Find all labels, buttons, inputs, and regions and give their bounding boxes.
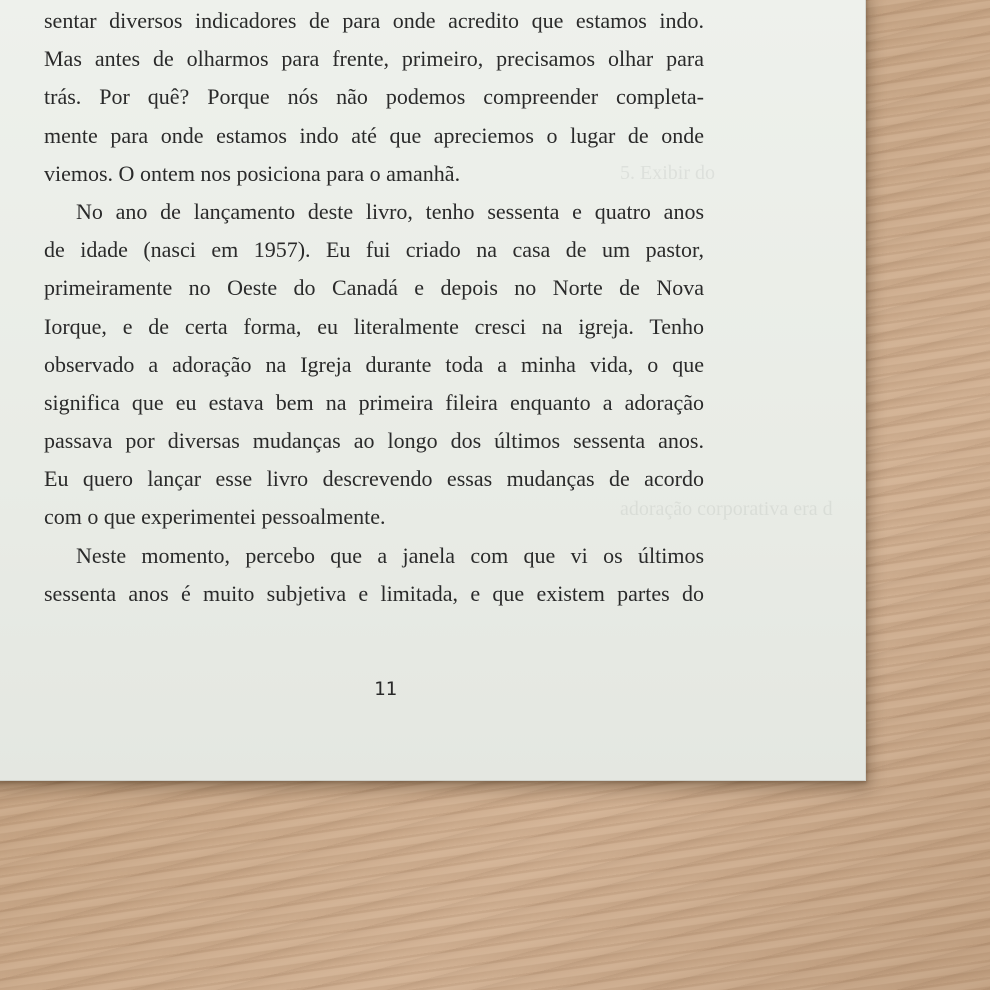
text-line: primeiramente no Oeste do Canadá e depois no Norte de Nova (44, 275, 704, 301)
text-line: viemos. O ontem nos posiciona para o amanhã. (44, 160, 461, 186)
text-line: passava por diversas mudanças ao longo dos últimos sessenta anos. (44, 428, 704, 454)
body-text (44, 2, 704, 613)
show-through-text: 5. Exibir do (620, 162, 715, 184)
text-line: mente para onde estamos indo até que apreciemos o lugar de onde (44, 122, 704, 148)
paragraph-1 (44, 2, 704, 193)
text-line: de idade (nasci em 1957). Eu fui criado na casa de um pastor, (44, 237, 704, 263)
text-line: No ano de lançamento deste livro, tenho sessenta e quatro anos (76, 198, 704, 224)
text-line: com o que experimentei pessoalmente. (44, 504, 386, 530)
text-line: observado a adoração na Igreja durante toda a minha vida, o que (44, 351, 704, 377)
text-line: Iorque, e de certa forma, eu literalmente cresci na igreja. Tenho (44, 313, 704, 339)
text-line: sentar diversos indicadores de para onde acredito que estamos indo. (44, 8, 704, 33)
text-line: Eu quero lançar esse livro descrevendo essas mudanças de acordo (44, 466, 704, 492)
text-line: sessenta anos é muito subjetiva e limitada, e que existem partes do (44, 580, 704, 606)
text-line: trás. Por quê? Porque nós não podemos compreender completa- (44, 84, 704, 110)
paragraph-3 (44, 537, 704, 613)
show-through-text: adoração corporativa era d (620, 498, 833, 520)
paragraph-2 (44, 193, 704, 537)
text-line: Neste momento, percebo que a janela com que vi os últimos (76, 542, 704, 568)
page-number: 11 (374, 678, 397, 700)
text-line: Mas antes de olharmos para frente, primeiro, precisamos olhar para (44, 46, 704, 72)
text-line: significa que eu estava bem na primeira fileira enquanto a adoração (44, 389, 704, 415)
